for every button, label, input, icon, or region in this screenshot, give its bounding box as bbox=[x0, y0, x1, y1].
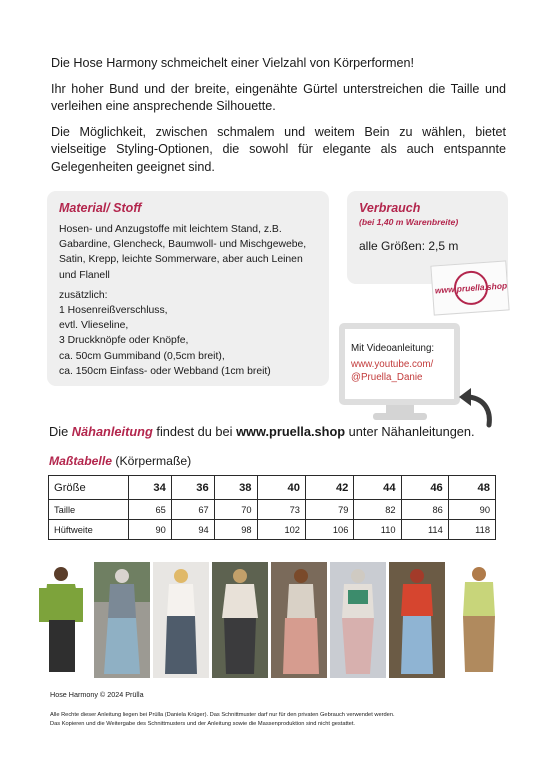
masstabelle-heading bbox=[49, 454, 191, 468]
material-description: Hosen- und Anzugstoffe mit leichtem Stand, z.B. Gabardine, Glencheck, Baumwoll- und Mischgewebe, Satin, Krepp, leichte Sommerware, aber auch Leinen und Flanell bbox=[59, 224, 307, 281]
table-cell: 94 bbox=[171, 520, 214, 540]
table-cell: 118 bbox=[448, 520, 495, 540]
size-header-cell: 34 bbox=[129, 476, 172, 500]
naehanleitung-line bbox=[49, 424, 475, 439]
video-link-line-2[interactable]: @Pruella_Danie bbox=[351, 371, 423, 383]
intro-paragraph-3: Die Möglichkeit, zwischen schmalem und weitem Bein zu wählen, bietet vielseitige Styling-Optionen, die sowohl für elegante als auch entspannte Gelegenheiten geeignet sind. bbox=[51, 124, 506, 174]
material-title: Material/ Stoff bbox=[59, 201, 142, 215]
row-label-hueftweite: Hüftweite bbox=[49, 520, 129, 540]
rights-line-2: Das Kopieren und die Weitergabe des Schnittmusters und der Anleitung sowie die Massenproduktion sind nicht gestattet. bbox=[50, 720, 355, 727]
table-cell: 67 bbox=[171, 500, 214, 520]
table-cell: 106 bbox=[305, 520, 353, 540]
table-cell: 90 bbox=[129, 520, 172, 540]
photo-9 bbox=[447, 562, 509, 678]
table-row bbox=[49, 500, 496, 520]
monitor-icon bbox=[339, 323, 460, 405]
photo-7 bbox=[389, 562, 445, 678]
verbrauch-value: alle Größen: 2,5 m bbox=[359, 239, 459, 253]
intro-paragraph-1: Die Hose Harmony schmeichelt einer Vielzahl von Körperformen! bbox=[51, 56, 415, 70]
table-cell: 65 bbox=[129, 500, 172, 520]
photo-1 bbox=[35, 562, 91, 678]
curved-arrow-icon bbox=[455, 385, 497, 429]
intro-text bbox=[51, 55, 506, 184]
stamp-text: www.pruella.shop bbox=[434, 280, 508, 296]
photo-strip bbox=[35, 562, 509, 678]
video-label: Mit Videoanleitung: bbox=[351, 343, 435, 354]
size-header-cell: 42 bbox=[305, 476, 353, 500]
material-extras-label: zusätzlich: bbox=[59, 289, 108, 301]
material-extra-item: ca. 50cm Gummiband (0,5cm breit), bbox=[59, 350, 225, 362]
photo-3 bbox=[153, 562, 209, 678]
naeh-pre: Die bbox=[49, 424, 72, 439]
table-cell: 79 bbox=[305, 500, 353, 520]
material-card bbox=[47, 191, 329, 386]
material-extra-item: evtl. Vlieseline, bbox=[59, 320, 129, 332]
naeh-site-link[interactable]: www.pruella.shop bbox=[236, 424, 346, 439]
table-cell: 102 bbox=[257, 520, 305, 540]
material-extras bbox=[59, 288, 317, 379]
photo-6 bbox=[330, 562, 386, 678]
verbrauch-subtitle: (bei 1,40 m Warenbreite) bbox=[359, 217, 459, 227]
naeh-highlight: Nähanleitung bbox=[71, 424, 153, 439]
rights-notice bbox=[50, 711, 520, 728]
material-extra-item: 1 Hosenreißverschluss, bbox=[59, 305, 168, 317]
table-cell: 82 bbox=[354, 500, 401, 520]
size-header-cell: 48 bbox=[448, 476, 495, 500]
verbrauch-title: Verbrauch bbox=[359, 201, 421, 215]
rights-line-1: Alle Rechte dieser Anleitung liegen bei Prülla (Daniela Krüger). Das Schnittmuster darf nur für den privaten Gebrauch verwendet werden. bbox=[50, 712, 395, 718]
masstabelle-subtitle: (Körpermaße) bbox=[112, 454, 192, 468]
monitor-screen bbox=[345, 329, 454, 399]
size-header-cell: 38 bbox=[214, 476, 257, 500]
video-link-line-1[interactable]: www.youtube.com/ bbox=[351, 359, 434, 370]
table-cell: 110 bbox=[354, 520, 401, 540]
size-table-header-row bbox=[49, 476, 496, 500]
table-cell: 73 bbox=[257, 500, 305, 520]
table-row bbox=[49, 520, 496, 540]
size-header-cell: 46 bbox=[401, 476, 448, 500]
photo-5 bbox=[271, 562, 327, 678]
naeh-mid: findest du bei bbox=[152, 424, 237, 439]
row-label-taille: Taille bbox=[49, 500, 129, 520]
table-cell: 70 bbox=[214, 500, 257, 520]
table-cell: 86 bbox=[401, 500, 448, 520]
copyright: Hose Harmony © 2024 Prülla bbox=[50, 690, 144, 699]
video-link[interactable] bbox=[351, 359, 448, 384]
size-table bbox=[48, 475, 496, 540]
size-header-label: Größe bbox=[49, 476, 129, 500]
material-extra-item: 3 Druckknöpfe oder Knöpfe, bbox=[59, 335, 189, 347]
intro-paragraph-2: Ihr hoher Bund und der breite, eingenähte Gürtel unterstreichen die Taille und verleihen eine ansprechende Silhouette. bbox=[51, 81, 506, 113]
table-cell: 90 bbox=[448, 500, 495, 520]
size-header-cell: 44 bbox=[354, 476, 401, 500]
pruella-stamp bbox=[430, 260, 509, 315]
table-cell: 114 bbox=[401, 520, 448, 540]
table-cell: 98 bbox=[214, 520, 257, 540]
material-extra-item: ca. 150cm Einfass- oder Webband (1cm breit) bbox=[59, 365, 271, 377]
monitor-base bbox=[373, 413, 427, 420]
size-header-cell: 36 bbox=[171, 476, 214, 500]
size-header-cell: 40 bbox=[257, 476, 305, 500]
naeh-post: unter Nähanleitungen. bbox=[345, 424, 475, 439]
photo-2 bbox=[94, 562, 150, 678]
photo-4 bbox=[212, 562, 268, 678]
masstabelle-title: Maßtabelle bbox=[49, 454, 112, 468]
